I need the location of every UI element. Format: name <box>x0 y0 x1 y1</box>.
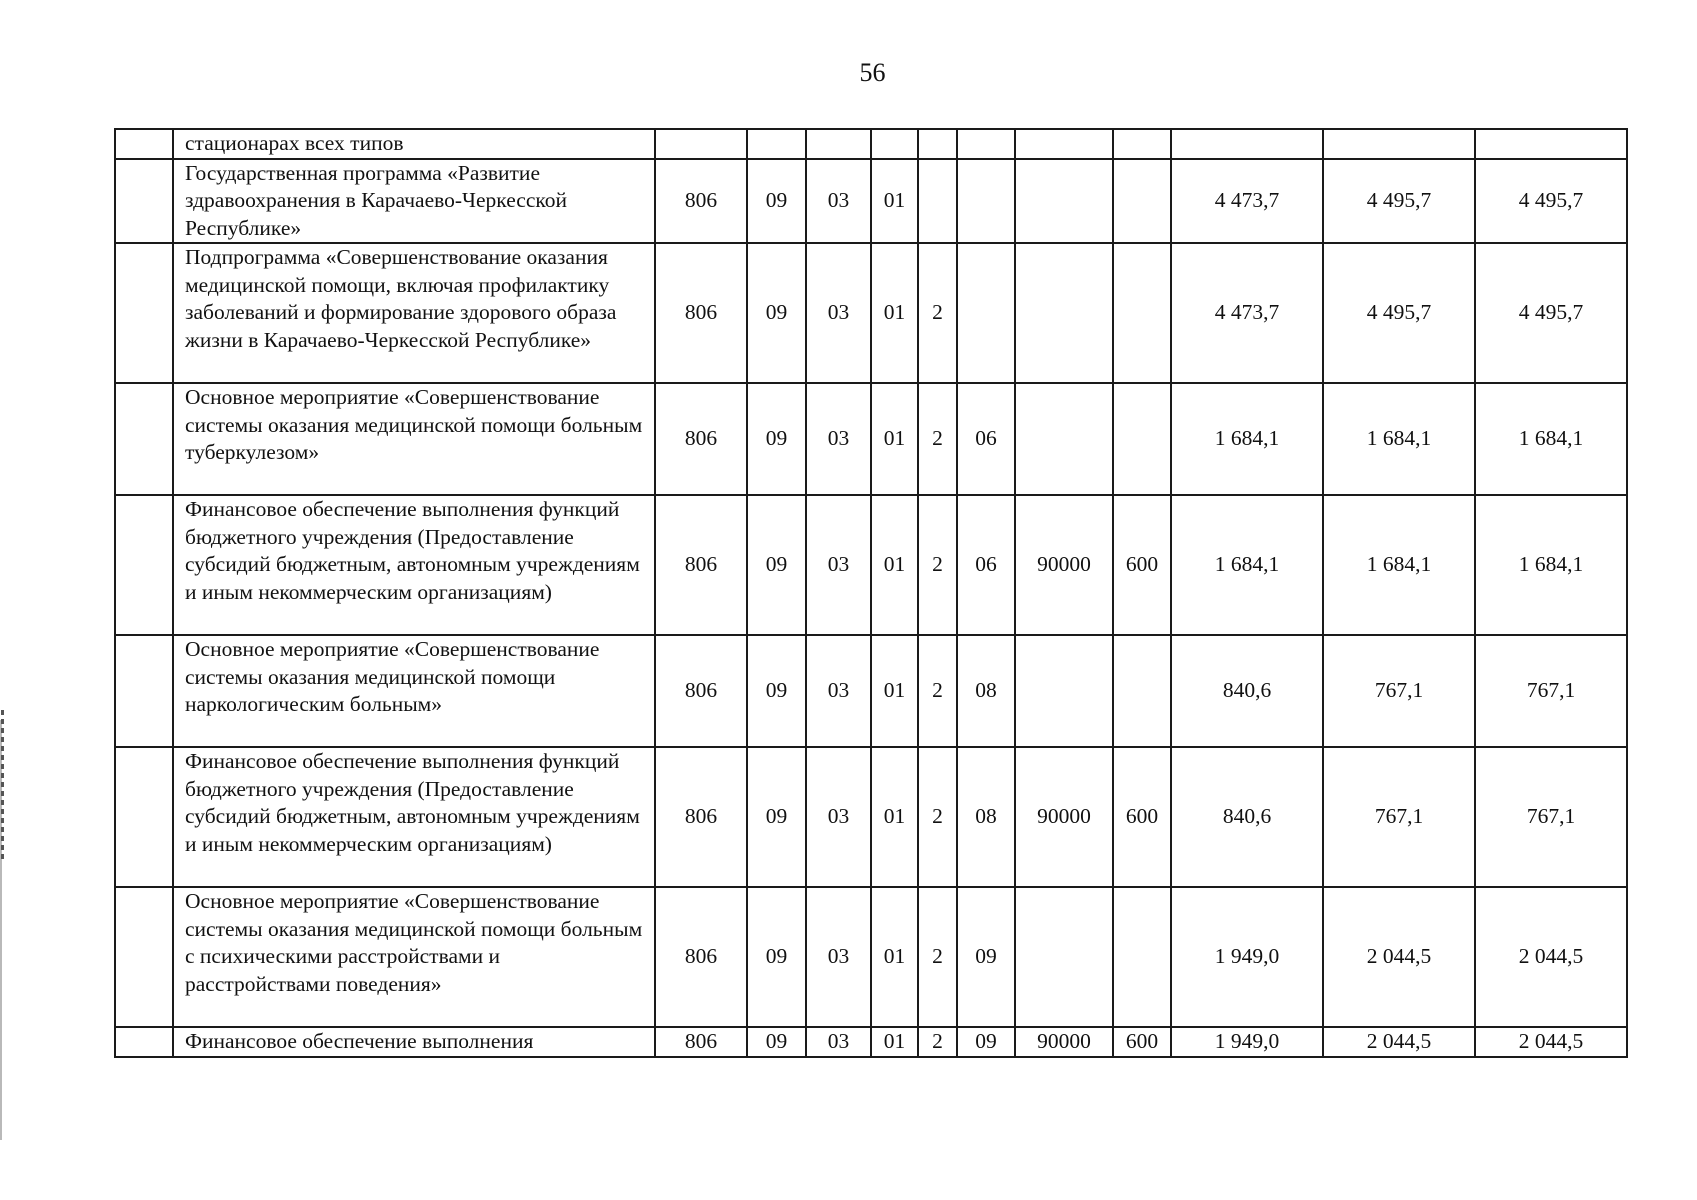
subsection-cell: 03 <box>806 159 871 244</box>
table-row <box>115 887 1627 1027</box>
expense-direction-cell: 90000 <box>1015 1027 1113 1057</box>
main-event-cell: 09 <box>957 887 1015 1027</box>
subprogram-cell: 2 <box>918 635 957 747</box>
amount-year-1-cell: 840,6 <box>1171 747 1323 887</box>
item-name-cell: Основное мероприятие «Совершенствование системы оказания медицинской помощи больным с психическими расстройствами и расстройствами поведения» <box>173 887 655 1027</box>
subsection-cell <box>806 129 871 159</box>
subsection-cell: 03 <box>806 1027 871 1057</box>
amount-year-3-cell: 1 684,1 <box>1475 495 1627 635</box>
item-name-cell: Основное мероприятие «Совершенствование системы оказания медицинской помощи больным туберкулезом» <box>173 383 655 495</box>
section-cell: 09 <box>747 383 806 495</box>
amount-year-1-cell: 4 473,7 <box>1171 243 1323 383</box>
subsection-cell: 03 <box>806 887 871 1027</box>
amount-year-2-cell: 4 495,7 <box>1323 159 1475 244</box>
amount-year-2-cell: 767,1 <box>1323 635 1475 747</box>
amount-year-3-cell: 2 044,5 <box>1475 887 1627 1027</box>
scan-edge-mark <box>1 710 4 860</box>
section-cell: 09 <box>747 635 806 747</box>
admin-code-cell <box>655 129 747 159</box>
admin-code-cell: 806 <box>655 1027 747 1057</box>
main-event-cell <box>957 243 1015 383</box>
admin-code-cell: 806 <box>655 635 747 747</box>
subsection-cell: 03 <box>806 747 871 887</box>
subprogram-cell: 2 <box>918 243 957 383</box>
expense-type-cell <box>1113 887 1171 1027</box>
row-number-cell <box>115 495 173 635</box>
row-number-cell <box>115 1027 173 1057</box>
expense-direction-cell <box>1015 383 1113 495</box>
program-cell: 01 <box>871 635 918 747</box>
subsection-cell: 03 <box>806 383 871 495</box>
section-cell: 09 <box>747 495 806 635</box>
expense-direction-cell <box>1015 159 1113 244</box>
expense-type-cell <box>1113 159 1171 244</box>
main-event-cell: 08 <box>957 747 1015 887</box>
row-number-cell <box>115 887 173 1027</box>
table-row <box>115 159 1627 244</box>
expense-direction-cell: 90000 <box>1015 495 1113 635</box>
amount-year-1-cell: 1 684,1 <box>1171 495 1323 635</box>
program-cell: 01 <box>871 1027 918 1057</box>
main-event-cell <box>957 159 1015 244</box>
program-cell: 01 <box>871 159 918 244</box>
amount-year-1-cell <box>1171 129 1323 159</box>
amount-year-3-cell: 767,1 <box>1475 635 1627 747</box>
main-event-cell: 06 <box>957 495 1015 635</box>
amount-year-3-cell <box>1475 129 1627 159</box>
program-cell: 01 <box>871 747 918 887</box>
expense-direction-cell <box>1015 635 1113 747</box>
row-number-cell <box>115 129 173 159</box>
item-name-cell: Подпрограмма «Совершенствование оказания медицинской помощи, включая профилактику заболеваний и формирование здорового образа жизни в Карачаево-Черкесской Республике» <box>173 243 655 383</box>
main-event-cell: 09 <box>957 1027 1015 1057</box>
table-row <box>115 383 1627 495</box>
expense-type-cell <box>1113 129 1171 159</box>
subprogram-cell: 2 <box>918 747 957 887</box>
section-cell: 09 <box>747 243 806 383</box>
subprogram-cell <box>918 129 957 159</box>
subprogram-cell <box>918 159 957 244</box>
page-number: 56 <box>859 58 886 87</box>
amount-year-2-cell: 767,1 <box>1323 747 1475 887</box>
program-cell <box>871 129 918 159</box>
table-body <box>115 129 1627 1057</box>
expense-direction-cell <box>1015 243 1113 383</box>
expense-direction-cell <box>1015 129 1113 159</box>
expense-type-cell: 600 <box>1113 495 1171 635</box>
main-event-cell <box>957 129 1015 159</box>
admin-code-cell: 806 <box>655 495 747 635</box>
amount-year-2-cell: 4 495,7 <box>1323 243 1475 383</box>
amount-year-2-cell: 1 684,1 <box>1323 495 1475 635</box>
amount-year-3-cell: 4 495,7 <box>1475 243 1627 383</box>
amount-year-3-cell: 1 684,1 <box>1475 383 1627 495</box>
amount-year-3-cell: 767,1 <box>1475 747 1627 887</box>
subsection-cell: 03 <box>806 243 871 383</box>
admin-code-cell: 806 <box>655 243 747 383</box>
table-row <box>115 1027 1627 1057</box>
expense-type-cell: 600 <box>1113 1027 1171 1057</box>
subsection-cell: 03 <box>806 635 871 747</box>
amount-year-1-cell: 1 684,1 <box>1171 383 1323 495</box>
admin-code-cell: 806 <box>655 159 747 244</box>
section-cell: 09 <box>747 887 806 1027</box>
expense-type-cell <box>1113 383 1171 495</box>
amount-year-1-cell: 1 949,0 <box>1171 1027 1323 1057</box>
expense-type-cell <box>1113 243 1171 383</box>
budget-table <box>114 128 1628 1058</box>
section-cell <box>747 129 806 159</box>
expense-direction-cell: 90000 <box>1015 747 1113 887</box>
item-name-cell: стационарах всех типов <box>173 129 655 159</box>
section-cell: 09 <box>747 1027 806 1057</box>
program-cell: 01 <box>871 887 918 1027</box>
main-event-cell: 08 <box>957 635 1015 747</box>
amount-year-2-cell: 2 044,5 <box>1323 887 1475 1027</box>
table-row <box>115 635 1627 747</box>
amount-year-2-cell: 1 684,1 <box>1323 383 1475 495</box>
table-row <box>115 129 1627 159</box>
admin-code-cell: 806 <box>655 383 747 495</box>
table-row <box>115 495 1627 635</box>
subprogram-cell: 2 <box>918 1027 957 1057</box>
subprogram-cell: 2 <box>918 383 957 495</box>
amount-year-3-cell: 2 044,5 <box>1475 1027 1627 1057</box>
table-row <box>115 747 1627 887</box>
section-cell: 09 <box>747 747 806 887</box>
amount-year-2-cell <box>1323 129 1475 159</box>
admin-code-cell: 806 <box>655 747 747 887</box>
admin-code-cell: 806 <box>655 887 747 1027</box>
subprogram-cell: 2 <box>918 495 957 635</box>
row-number-cell <box>115 383 173 495</box>
subsection-cell: 03 <box>806 495 871 635</box>
program-cell: 01 <box>871 383 918 495</box>
program-cell: 01 <box>871 495 918 635</box>
item-name-cell: Финансовое обеспечение выполнения <box>173 1027 655 1057</box>
program-cell: 01 <box>871 243 918 383</box>
amount-year-1-cell: 4 473,7 <box>1171 159 1323 244</box>
subprogram-cell: 2 <box>918 887 957 1027</box>
item-name-cell: Основное мероприятие «Совершенствование системы оказания медицинской помощи наркологическим больным» <box>173 635 655 747</box>
row-number-cell <box>115 243 173 383</box>
section-cell: 09 <box>747 159 806 244</box>
amount-year-3-cell: 4 495,7 <box>1475 159 1627 244</box>
table-row <box>115 243 1627 383</box>
row-number-cell <box>115 747 173 887</box>
expense-type-cell <box>1113 635 1171 747</box>
expense-direction-cell <box>1015 887 1113 1027</box>
row-number-cell <box>115 159 173 244</box>
item-name-cell: Государственная программа «Развитие здравоохранения в Карачаево-Черкесской Республике» <box>173 159 655 244</box>
amount-year-2-cell: 2 044,5 <box>1323 1027 1475 1057</box>
item-name-cell: Финансовое обеспечение выполнения функций бюджетного учреждения (Предоставление субсидий бюджетным, автономным учреждениям и иным некоммерческим организациям) <box>173 747 655 887</box>
item-name-cell: Финансовое обеспечение выполнения функций бюджетного учреждения (Предоставление субсидий бюджетным, автономным учреждениям и иным некоммерческим организациям) <box>173 495 655 635</box>
expense-type-cell: 600 <box>1113 747 1171 887</box>
amount-year-1-cell: 840,6 <box>1171 635 1323 747</box>
amount-year-1-cell: 1 949,0 <box>1171 887 1323 1027</box>
row-number-cell <box>115 635 173 747</box>
main-event-cell: 06 <box>957 383 1015 495</box>
